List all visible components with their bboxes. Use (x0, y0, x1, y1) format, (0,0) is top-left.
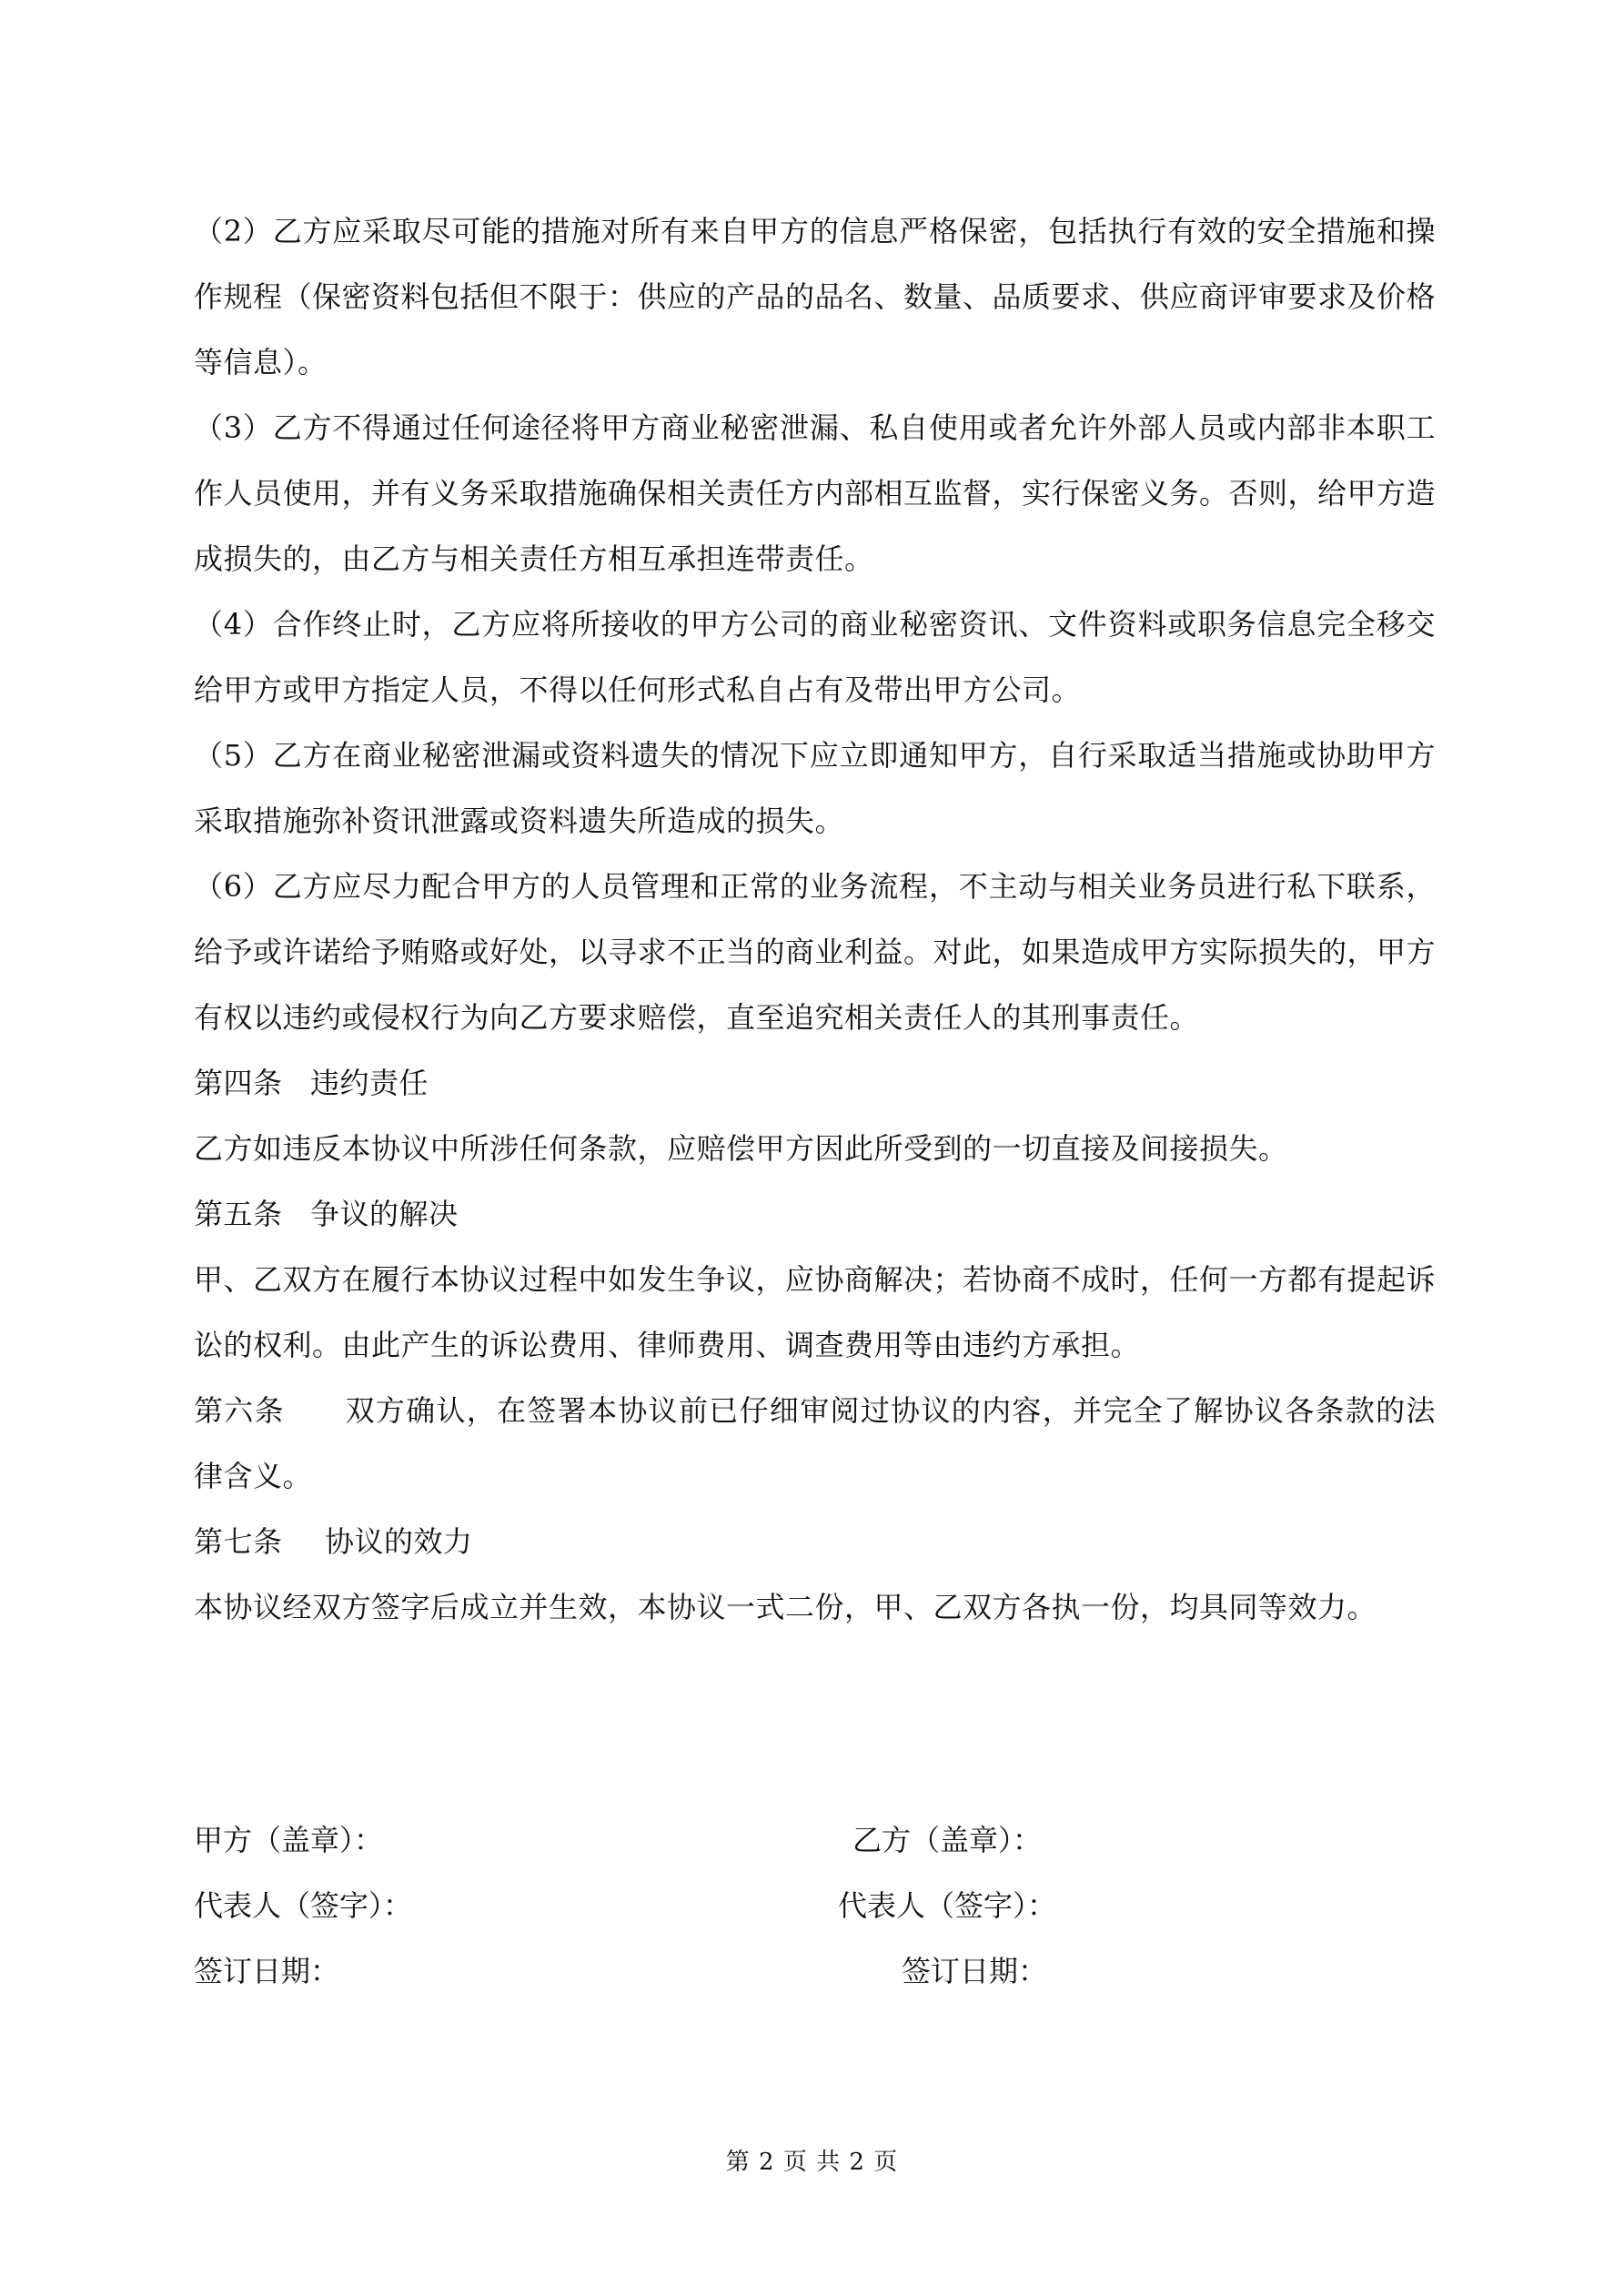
article-5-title: 争议的解决 (310, 1197, 459, 1231)
article-5-body: 甲、乙双方在履行本协议过程中如发生争议，应协商解决；若协商不成时，任何一方都有提起诉讼的权利。由此产生的诉讼费用、律师费用、调查费用等由违约方承担。 (194, 1262, 1437, 1362)
party-b-seal-label: 乙方（盖章）： (852, 1823, 1043, 1857)
clause-5: （5）乙方在商业秘密泄漏或资料遗失的情况下应立即通知甲方，自行采取适当措施或协助甲方采取措施弥补资讯泄露或资料遗失所造成的损失。 (194, 738, 1436, 838)
page-number: 第 2 页 共 2 页 (725, 2149, 899, 2176)
clause-4: （4）合作终止时，乙方应将所接收的甲方公司的商业秘密资讯、文件资料或职务信息完全移交给甲方或甲方指定人员，不得以任何形式私自占有及带出甲方公司。 (194, 607, 1436, 707)
party-a-date-label: 签订日期： (194, 1954, 340, 1988)
article-7-number: 第七条 (194, 1524, 283, 1559)
signature-block (194, 1807, 1436, 2004)
article-7-title: 协议的效力 (325, 1524, 473, 1559)
article-5-number: 第五条 (194, 1197, 283, 1231)
clause-6: （6）乙方应尽力配合甲方的人员管理和正常的业务流程，不主动与相关业务员进行私下联系，给予或许诺给予贿赂或好处，以寻求不正当的商业利益。对此，如果造成甲方实际损失的，甲方有权以违约或侵权行为向乙方要求赔偿，直至追究相关责任人的其刑事责任。 (194, 869, 1437, 1035)
party-b-rep-label: 代表人（签字）： (838, 1888, 1057, 1923)
seal-row (194, 1807, 1436, 1873)
article-7-heading (194, 1509, 1436, 1574)
article-4-number: 第四条 (194, 1066, 283, 1100)
article-6-text: 双方确认，在签署本协议前已仔细审阅过协议的内容，并完全了解协议各条款的法律含义。 (194, 1393, 1436, 1493)
article-4-title: 违约责任 (310, 1066, 429, 1100)
party-b-date-label: 签订日期： (902, 1954, 1048, 1988)
article-6 (194, 1378, 1436, 1509)
party-a-rep-label: 代表人（签字）： (194, 1888, 413, 1923)
party-a-seal-label: 甲方（盖章）： (194, 1823, 384, 1857)
article-4-body: 乙方如违反本协议中所涉任何条款，应赔偿甲方因此所受到的一切直接及间接损失。 (194, 1131, 1288, 1166)
document-body (194, 198, 1436, 1640)
clause-2: （2）乙方应采取尽可能的措施对所有来自甲方的信息严格保密，包括执行有效的安全措施和操作规程（保密资料包括但不限于：供应的产品的品名、数量、品质要求、供应商评审要求及价格等信息）。 (194, 214, 1437, 379)
article-4-heading (194, 1050, 1436, 1116)
clause-3: （3）乙方不得通过任何途径将甲方商业秘密泄漏、私自使用或者允许外部人员或内部非本职工作人员使用，并有义务采取措施确保相关责任方内部相互监督，实行保密义务。否则，给甲方造成损失的，由乙方与相关责任方相互承担连带责任。 (194, 410, 1437, 576)
article-6-number: 第六条 (194, 1393, 285, 1428)
date-row (194, 1938, 1436, 2004)
representative-row (194, 1873, 1436, 1938)
article-7-body: 本协议经双方签字后成立并生效，本协议一式二份，甲、乙双方各执一份，均具同等效力。 (194, 1590, 1377, 1624)
article-5-heading (194, 1181, 1436, 1247)
